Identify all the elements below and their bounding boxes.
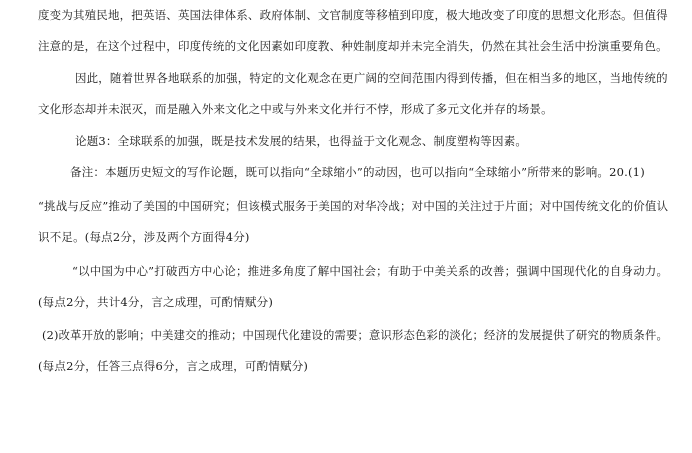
answer-20-2-line-2: (每点2分，任答三点得6分，言之成理，可酌情赋分) — [38, 359, 309, 373]
answer-20-1-line-3: “以中国为中心”打破西方中心论；推进多角度了解中国社会；有助于中美关系的改善；强调中国现代化的自身动力。 — [72, 264, 669, 278]
answer-20-1-line-1: “挑战与反应”推动了美国的中国研究；但该模式服务于美国的对华冷战；对中国的关注过于片面；对中国传统文化的价值认 — [38, 199, 669, 213]
answer-20-1-line-4: (每点2分，共计4分，言之成理，可酌情赋分) — [38, 295, 274, 309]
paragraph-line-1: 度变为其殖民地，把英语、英国法律体系、政府体制、文官制度等移植到印度，极大地改变了印度的思想文化形态。但值得 — [38, 8, 668, 22]
paragraph-line-3: 因此，随着世界各地联系的加强，特定的文化观念在更广阔的空间范围内得到传播，但在相当多的地区，当地传统的 — [75, 71, 668, 85]
note-line-1: 备注：本题历史短文的写作论题，既可以指向“全球缩小”的动因，也可以指向“全球缩小”所带来的影响。20.(1) — [70, 165, 645, 179]
paragraph-line-4: 文化形态却并未泯灭，而是融入外来文化之中或与外来文化并行不悖，形成了多元文化并存的场景。 — [38, 102, 553, 116]
answer-20-2-line-1: (2)改革开放的影响；中美建交的推动；中国现代化建设的需要；意识形态色彩的淡化；经济的发展提供了研究的物质条件。 — [42, 328, 668, 342]
thesis-3-line: 论题3：全球联系的加强，既是技术发展的结果，也得益于文化观念、制度塑构等因素。 — [75, 134, 528, 148]
answer-20-1-line-2: 识不足。(每点2分，涉及两个方面得4分) — [38, 230, 250, 244]
paragraph-line-2: 注意的是，在这个过程中，印度传统的文化因素如印度教、种姓制度却并未完全消失，仍然在其社会生活中扮演重要角色。 — [38, 39, 668, 53]
